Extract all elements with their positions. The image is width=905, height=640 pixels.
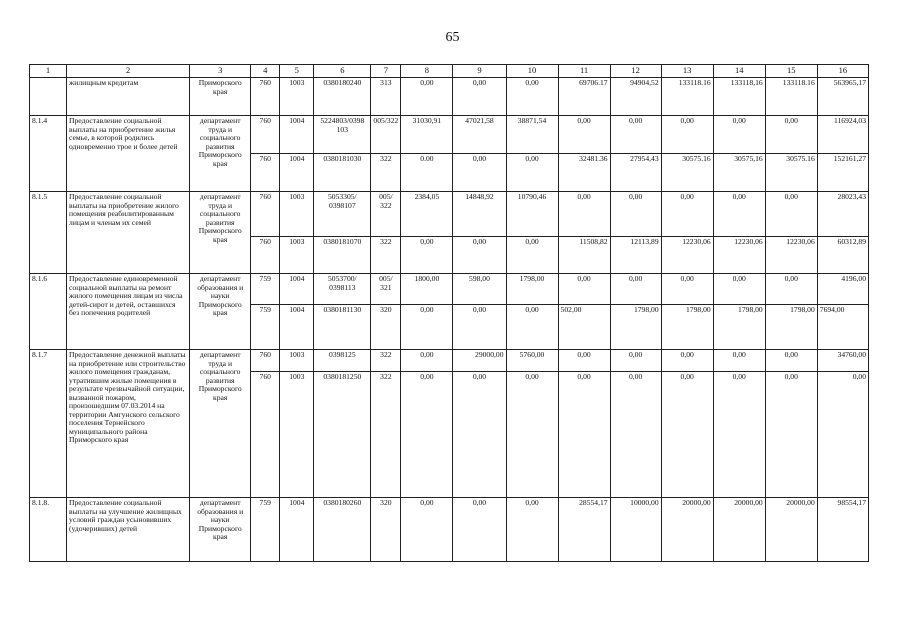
value-cell: 0,00	[661, 372, 713, 498]
target-code: 0380180260	[314, 498, 371, 562]
value-cell: 598,00	[453, 274, 506, 305]
value-cell: 0,00	[713, 274, 765, 305]
total-cell: 7694,00	[817, 305, 868, 350]
value-cell: 0,00	[713, 192, 765, 237]
item-number: 8.1.8.	[30, 498, 67, 562]
value-cell: 0,00	[453, 305, 506, 350]
total-cell: 563965,17	[817, 78, 868, 116]
agency-cell: департамент образования и науки Приморского края	[190, 498, 251, 562]
target-code: 5053700/ 0398113	[314, 274, 371, 305]
value-cell: 133118,16	[713, 78, 765, 116]
value-cell: 0,00	[558, 350, 610, 372]
section-code: 1003	[280, 237, 314, 274]
value-cell: 12230,06	[765, 237, 817, 274]
grbs-code: 760	[251, 154, 280, 192]
value-cell: 0,00	[713, 116, 765, 154]
value-cell: 0,00	[610, 116, 661, 154]
agency-cell: департамент образования и науки Приморского края	[190, 274, 251, 350]
expense-type: 322	[371, 154, 401, 192]
value-cell: 10790,46	[506, 192, 558, 237]
section-code: 1004	[280, 116, 314, 154]
value-cell: 10000,00	[610, 498, 661, 562]
value-cell: 0,00	[401, 237, 453, 274]
value-cell: 0,00	[558, 192, 610, 237]
value-cell: 133118.16	[765, 78, 817, 116]
header-cell: 9	[453, 65, 506, 78]
value-cell: 27954,43	[610, 154, 661, 192]
value-cell: 0,00	[453, 498, 506, 562]
value-cell: 69706.17	[558, 78, 610, 116]
section-code: 1004	[280, 154, 314, 192]
target-code: 5224803/0398 103	[314, 116, 371, 154]
value-cell: 30575.16	[765, 154, 817, 192]
budget-table	[29, 64, 869, 562]
header-cell: 8	[401, 65, 453, 78]
section-code: 1004	[280, 498, 314, 562]
total-cell: 98554,17	[817, 498, 868, 562]
item-description: Предоставление социальной выплаты на приобретение жилого помещения реабилитированным лицам и членам их семей	[67, 192, 190, 274]
item-number: 8.1.6	[30, 274, 67, 350]
value-cell: 0,00	[401, 305, 453, 350]
value-cell: 0,00	[558, 274, 610, 305]
value-cell: 1798,00	[506, 274, 558, 305]
value-cell: 28554,17	[558, 498, 610, 562]
value-cell: 0,00	[661, 350, 713, 372]
header-cell: 4	[251, 65, 280, 78]
expense-type: 320	[371, 305, 401, 350]
section-code: 1003	[280, 192, 314, 237]
header-cell: 1	[30, 65, 67, 78]
value-cell: 20000,00	[661, 498, 713, 562]
header-cell: 3	[190, 65, 251, 78]
value-cell: 20000,00	[765, 498, 817, 562]
value-cell: 0,00	[765, 372, 817, 498]
table-row	[30, 78, 869, 116]
target-code: 0380181030	[314, 154, 371, 192]
expense-type: 005/ 321	[371, 274, 401, 305]
value-cell: 0,00	[610, 274, 661, 305]
value-cell: 0,00	[506, 498, 558, 562]
value-cell: 1798,00	[610, 305, 661, 350]
header-cell: 2	[67, 65, 190, 78]
grbs-code: 759	[251, 305, 280, 350]
table-row	[30, 116, 869, 154]
value-cell: 502,00	[558, 305, 610, 350]
value-cell: 0,00	[506, 78, 558, 116]
header-cell: 12	[610, 65, 661, 78]
grbs-code: 760	[251, 350, 280, 372]
total-cell: 60312,89	[817, 237, 868, 274]
section-code: 1003	[280, 372, 314, 498]
value-cell: 0,00	[610, 192, 661, 237]
total-cell: 4196,00	[817, 274, 868, 305]
value-cell: 0,00	[506, 154, 558, 192]
section-code: 1003	[280, 350, 314, 372]
item-description: Предоставление социальной выплаты на приобретение жилья семье, в которой родились одновременно трое и более детей	[67, 116, 190, 192]
value-cell: 0,00	[558, 116, 610, 154]
value-cell: 0,00	[506, 305, 558, 350]
target-code: 0380181130	[314, 305, 371, 350]
item-number: 8.1.4	[30, 116, 67, 192]
table-row	[30, 274, 869, 305]
value-cell: 0,00	[713, 350, 765, 372]
header-cell: 13	[661, 65, 713, 78]
value-cell: 0.00	[401, 154, 453, 192]
value-cell: 2384,05	[401, 192, 453, 237]
page-number: 65	[445, 30, 460, 45]
value-cell: 12230,06	[661, 237, 713, 274]
section-code: 1003	[280, 78, 314, 116]
item-number: 8.1.5	[30, 192, 67, 274]
header-cell: 6	[314, 65, 371, 78]
value-cell: 0,00	[401, 350, 453, 372]
value-cell: 0,00	[453, 78, 506, 116]
header-row	[30, 65, 869, 78]
expense-type: 322	[371, 237, 401, 274]
value-cell: 14848,92	[453, 192, 506, 237]
value-cell: 0,00	[765, 192, 817, 237]
header-cell: 5	[280, 65, 314, 78]
value-cell: 0,00	[765, 350, 817, 372]
value-cell: 30575.16	[661, 154, 713, 192]
value-cell: 94904,52	[610, 78, 661, 116]
target-code: 5053305/ 0398107	[314, 192, 371, 237]
value-cell: 0,00	[610, 350, 661, 372]
agency-cell: департамент труда и социального развития Приморского края	[190, 350, 251, 498]
grbs-code: 760	[251, 78, 280, 116]
item-description: Предоставление социальной выплаты на улучшение жилищных условий граждан усыновивших (удочеривших) детей	[67, 498, 190, 562]
table-row	[30, 192, 869, 237]
header-cell: 16	[817, 65, 868, 78]
item-description: Предоставление единовременной социальной выплаты на ремонт жилого помещения лицам из числа детей-сирот и детей, оставшихся без попечения родителей	[67, 274, 190, 350]
agency-cell: департамент труда и социального развития Приморского края	[190, 116, 251, 192]
value-cell: 1800,00	[401, 274, 453, 305]
value-cell: 11508,82	[558, 237, 610, 274]
value-cell: 0,00	[661, 116, 713, 154]
total-cell: 152161,27	[817, 154, 868, 192]
value-cell: 20000,00	[713, 498, 765, 562]
value-cell: 0,00	[401, 372, 453, 498]
value-cell: 0,00	[713, 372, 765, 498]
header-cell: 7	[371, 65, 401, 78]
value-cell: 0,00	[401, 498, 453, 562]
value-cell: 12230,06	[713, 237, 765, 274]
header-cell: 10	[506, 65, 558, 78]
total-cell: 0,00	[817, 372, 868, 498]
value-cell: 0,00	[453, 372, 506, 498]
section-code: 1004	[280, 274, 314, 305]
value-cell: 0,00	[661, 274, 713, 305]
value-cell: 38871,54	[506, 116, 558, 154]
expense-type: 313	[371, 78, 401, 116]
total-cell: 34760,00	[817, 350, 868, 372]
value-cell: 47021,58	[453, 116, 506, 154]
grbs-code: 760	[251, 192, 280, 237]
target-code: 0398125	[314, 350, 371, 372]
expense-type: 322	[371, 372, 401, 498]
expense-type: 322	[371, 350, 401, 372]
grbs-code: 759	[251, 274, 280, 305]
value-cell: 1798,00	[765, 305, 817, 350]
value-cell: 0,00	[401, 78, 453, 116]
value-cell: 30575,16	[713, 154, 765, 192]
value-cell: 5760,00	[506, 350, 558, 372]
value-cell: 0,00	[661, 192, 713, 237]
agency-cell: департамент труда и социального развития Приморского края	[190, 192, 251, 274]
grbs-code: 760	[251, 372, 280, 498]
value-cell: 32481.36	[558, 154, 610, 192]
value-cell: 0,00	[453, 237, 506, 274]
value-cell: 0,00	[506, 237, 558, 274]
table-row	[30, 498, 869, 562]
value-cell: 0,00	[558, 372, 610, 498]
expense-type: 320	[371, 498, 401, 562]
value-cell: 31030,91	[401, 116, 453, 154]
grbs-code: 760	[251, 237, 280, 274]
grbs-code: 760	[251, 116, 280, 154]
value-cell: 1798,00	[661, 305, 713, 350]
value-cell: 0,00	[453, 154, 506, 192]
value-cell: 0,00	[506, 372, 558, 498]
expense-type: 005/322	[371, 116, 401, 154]
value-cell: 133118.16	[661, 78, 713, 116]
value-cell: 1798,00	[713, 305, 765, 350]
item-description: Предоставление денежной выплаты на приобретение или строительство жилого помещения гражданам, утратившим жилые помещения в результате чрезвычайной ситуации, вызванной пожаром, произошедшим 07.03.2014 на территории Амгунского сельского поселения Тернейского муниципального района Приморского края	[67, 350, 190, 498]
expense-type: 005/ 322	[371, 192, 401, 237]
header-cell: 11	[558, 65, 610, 78]
header-cell: 14	[713, 65, 765, 78]
item-number	[30, 78, 67, 116]
value-cell: 29000,00	[453, 350, 506, 372]
section-code: 1004	[280, 305, 314, 350]
value-cell: 12113,89	[610, 237, 661, 274]
target-code: 0380181070	[314, 237, 371, 274]
grbs-code: 759	[251, 498, 280, 562]
total-cell: 116924,03	[817, 116, 868, 154]
header-cell: 15	[765, 65, 817, 78]
value-cell: 0,00	[610, 372, 661, 498]
target-code: 0380180240	[314, 78, 371, 116]
item-number: 8.1.7	[30, 350, 67, 498]
target-code: 0380181250	[314, 372, 371, 498]
value-cell: 0,00	[765, 116, 817, 154]
item-description: жилищным кредитам	[67, 78, 190, 116]
agency-cell: Приморского края	[190, 78, 251, 116]
value-cell: 0,00	[765, 274, 817, 305]
table-row	[30, 350, 869, 372]
total-cell: 28023,43	[817, 192, 868, 237]
